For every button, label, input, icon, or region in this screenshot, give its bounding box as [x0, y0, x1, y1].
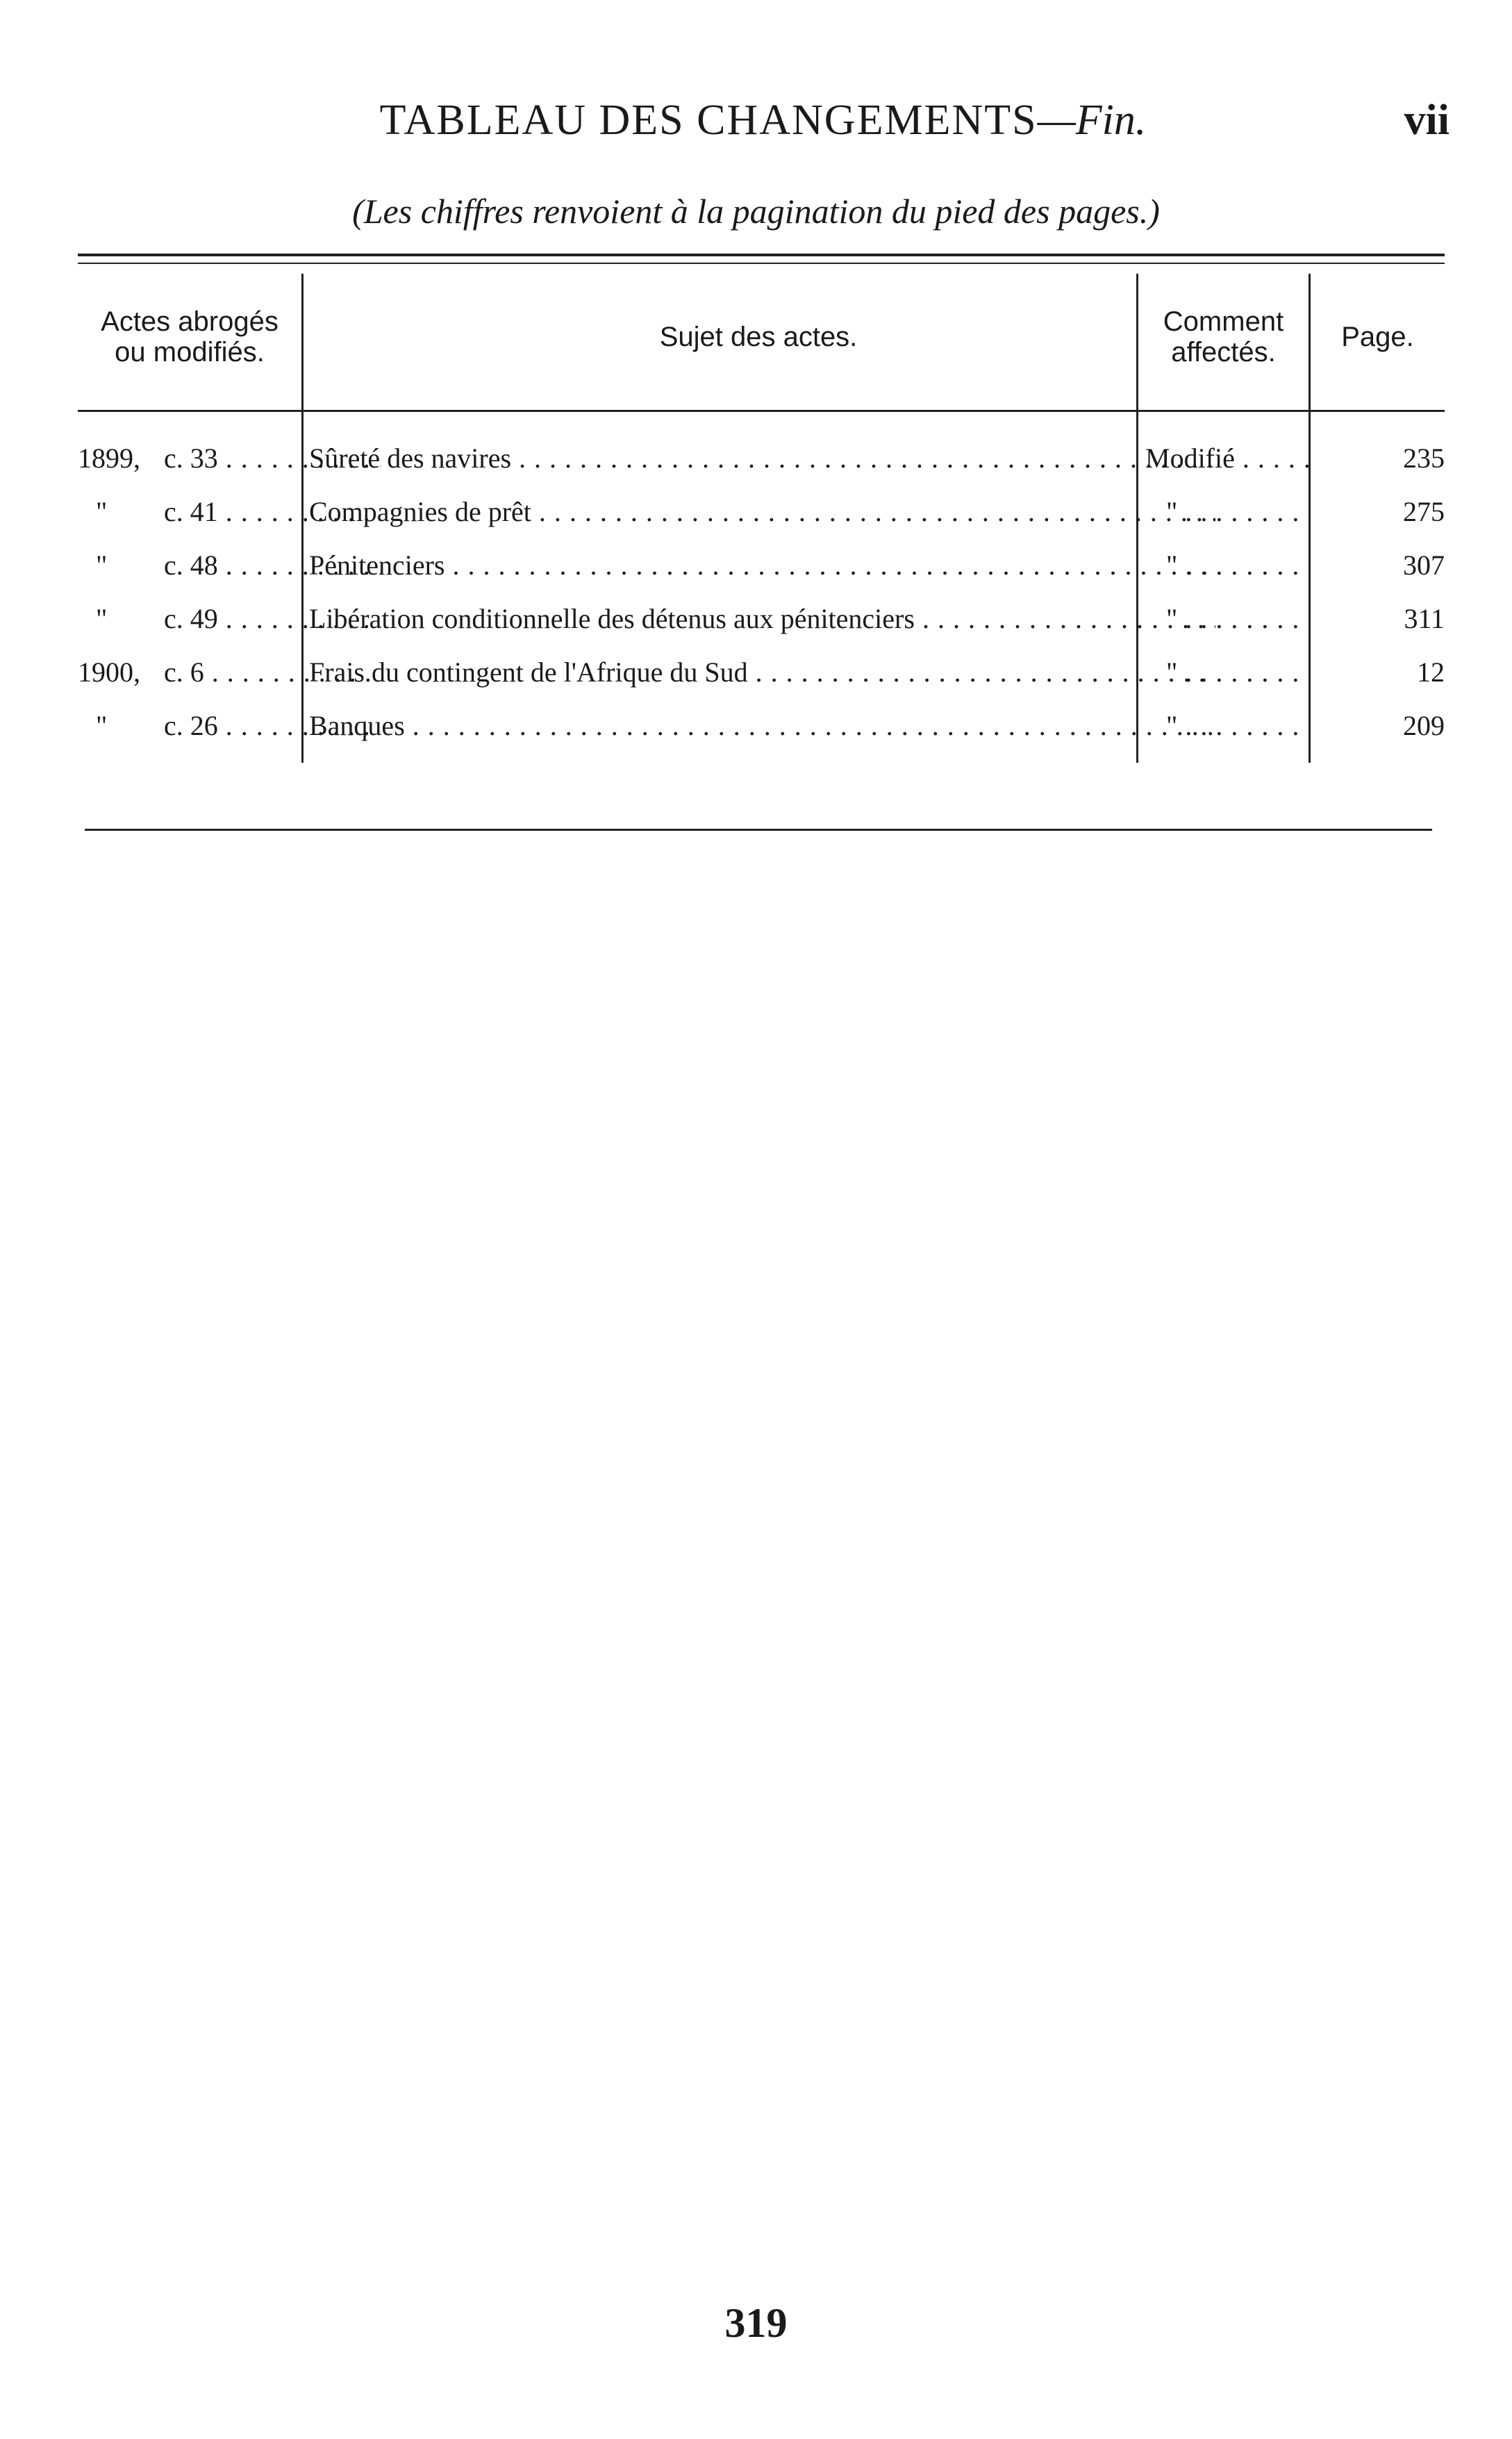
page-title-suffix: —Fin.	[1037, 97, 1147, 144]
column-header-page	[1311, 264, 1445, 410]
cell-how: " . . .	[1138, 645, 1305, 699]
table-header	[78, 264, 1445, 410]
table-row	[78, 645, 1445, 699]
cell-chapter: c. 41 . . .	[164, 485, 381, 538]
running-header	[76, 90, 1449, 153]
cell-year: 1899,	[78, 443, 140, 474]
cell-year: 1900,	[78, 656, 140, 688]
cell-subject: Banques . . .	[304, 699, 1215, 752]
cell-how: Modifié . . .	[1138, 431, 1312, 485]
cell-subject: Pénitenciers . . .	[304, 538, 1215, 592]
column-header-subject	[304, 264, 1213, 410]
cell-subject: Libération conditionnelle des détenus aux pénitenciers . . .	[304, 592, 1215, 645]
table-bottom-rule	[85, 829, 1432, 831]
cell-year: "	[96, 603, 108, 634]
cell-how: " . . .	[1138, 699, 1305, 752]
cell-year: "	[96, 549, 108, 581]
table-row	[78, 699, 1445, 752]
cell-subject: Compagnies de prêt . . .	[304, 485, 1215, 538]
cell-how: " . . .	[1138, 592, 1305, 645]
page-number: 319	[724, 2300, 788, 2346]
cell-page: 311	[1404, 603, 1445, 634]
cell-subject: Frais du contingent de l'Afrique du Sud . . .	[304, 645, 1215, 699]
cell-page: 12	[1417, 656, 1445, 688]
cell-year: "	[96, 496, 108, 527]
table-row	[78, 592, 1445, 645]
page-title-text: TABLEAU DES CHANGEMENTS	[379, 97, 1038, 144]
page-subtitle: (Les chiffres renvoient à la pagination du pied des pages.)	[352, 192, 1160, 231]
cell-how: " . . .	[1138, 538, 1305, 592]
cell-chapter: c. 48 . . .	[164, 538, 381, 592]
page-title	[76, 96, 1449, 145]
cell-chapter: c. 6 . . .	[164, 645, 381, 699]
column-header-subject-text: Sujet des actes.	[659, 322, 858, 352]
column-header-how	[1138, 264, 1309, 410]
cell-page: 209	[1403, 710, 1445, 741]
table-row	[78, 485, 1445, 538]
table-row	[78, 538, 1445, 592]
column-header-acts-text: Actes abrogés ou modifiés.	[101, 306, 279, 367]
folio-number: vii	[1404, 97, 1449, 144]
cell-year: "	[96, 710, 108, 741]
cell-chapter: c. 49 . . .	[164, 592, 381, 645]
table-top-rule	[78, 254, 1445, 264]
changes-table	[78, 254, 1445, 752]
cell-chapter: c. 26 . . .	[164, 699, 381, 752]
cell-page: 235	[1403, 443, 1445, 474]
column-header-page-text: Page.	[1341, 322, 1414, 352]
cell-page: 275	[1403, 496, 1445, 527]
table-row	[78, 431, 1445, 485]
cell-page: 307	[1403, 549, 1445, 581]
column-header-how-text: Comment affectés.	[1163, 306, 1284, 367]
table-body	[78, 412, 1445, 752]
cell-subject: Sûreté des navires . . .	[304, 431, 1215, 485]
cell-how: " . . .	[1138, 485, 1305, 538]
column-header-acts	[78, 264, 301, 410]
cell-chapter: c. 33 . . .	[164, 431, 381, 485]
